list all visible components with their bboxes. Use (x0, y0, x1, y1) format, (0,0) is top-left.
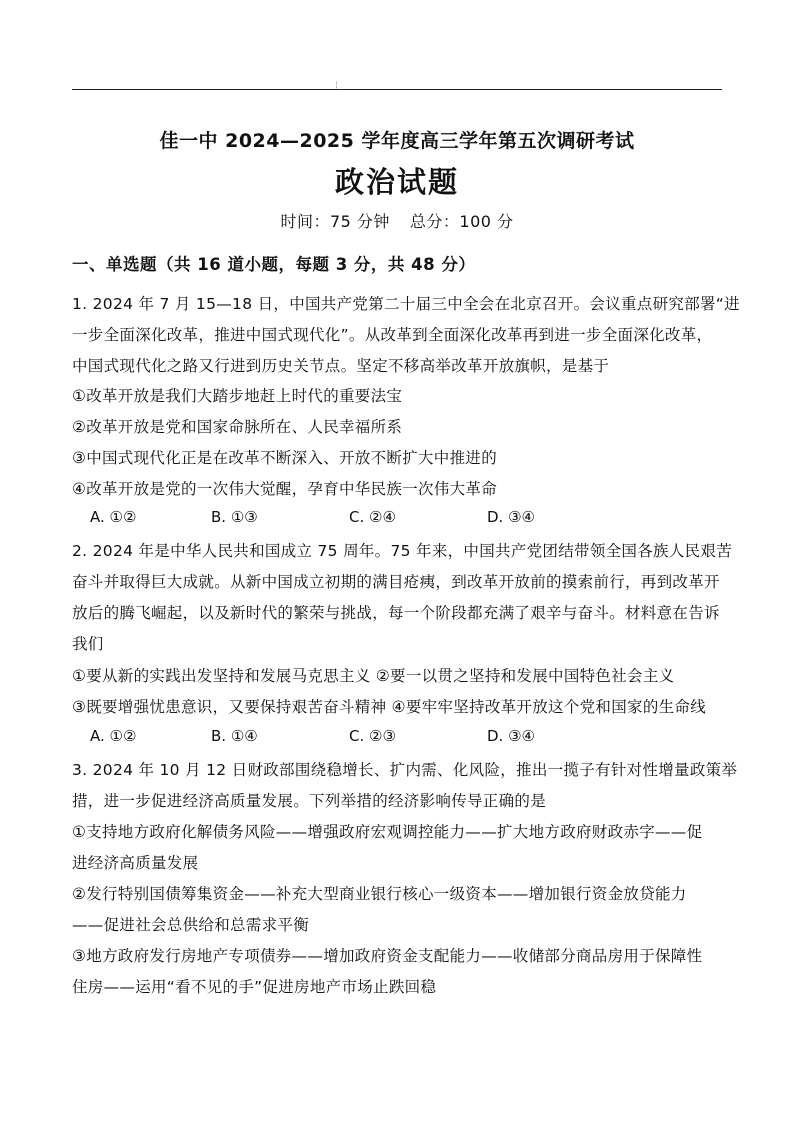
option-d: D. ③④ (487, 508, 535, 526)
question-3-statement-3-line-1: ③地方政府发行房地产专项债券——增加政府资金支配能力——收储部分商品房用于保障性 (72, 947, 703, 965)
question-2-statements-3-4: ③既要增强忧患意识，又要保持艰苦奋斗精神 ④要牢牢坚持改革开放这个党和国家的生命线 (72, 698, 707, 716)
option-b: B. ①③ (211, 508, 258, 526)
question-3-statement-1-line-1: ①支持地方政府化解债务风险——增强政府宏观调控能力——扩大地方政府财政赤字——促 (72, 823, 703, 841)
question-1-line-1: 1. 2024 年 7 月 15—18 日，中国共产党第二十届三中全会在北京召开。会议重点研究部署“进 (72, 295, 740, 313)
question-3-statement-1-line-2: 进经济高质量发展 (72, 854, 199, 872)
option-a: A. ①② (90, 508, 137, 526)
question-1-line-3: 中国式现代化之路又行进到历史关节点。坚定不移高举改革开放旗帜，是基于 (72, 357, 610, 375)
question-1-statement-4: ④改革开放是党的一次伟大觉醒，孕育中华民族一次伟大革命 (72, 480, 497, 498)
exam-info (0, 209, 794, 232)
question-3-statement-2-line-2: ——促进社会总供给和总需求平衡 (72, 916, 310, 934)
exam-total-score: 总分：100 分 (409, 212, 514, 231)
option-c: C. ②③ (349, 727, 396, 745)
subject-title: 政治试题 (334, 165, 459, 199)
exam-time: 时间：75 分钟 (280, 212, 390, 231)
question-2-line-1: 2. 2024 年是中华人民共和国成立 75 周年。75 年来，中国共产党团结带领全国各族人民艰苦 (72, 542, 733, 560)
question-1-statement-2: ②改革开放是党和国家命脉所在、人民幸福所系 (72, 418, 403, 436)
option-b: B. ①④ (211, 727, 258, 745)
section-heading: 一、单选题（共 16 道小题，每题 3 分，共 48 分） (72, 255, 476, 274)
question-1-statement-3: ③中国式现代化正是在改革不断深入、开放不断扩大中推进的 (72, 449, 497, 467)
question-2-line-3: 放后的腾飞崛起，以及新时代的繁荣与挑战，每一个阶段都充满了艰辛与奋斗。材料意在告诉 (72, 604, 720, 622)
option-d: D. ③④ (487, 727, 535, 745)
question-3-line-1: 3. 2024 年 10 月 12 日财政部围绕稳增长、扩内需、化风险，推出一揽子有针对性增量政策举 (72, 761, 738, 779)
option-a: A. ①② (90, 727, 137, 745)
question-2-line-2: 奋斗并取得巨大成就。从新中国成立初期的满目疮痍，到改革开放前的摸索前行，再到改革开 (72, 573, 720, 591)
question-3-statement-2-line-1: ②发行特别国债筹集资金——补充大型商业银行核心一级资本——增加银行资金放贷能力 (72, 885, 687, 903)
question-3-line-2: 措，进一步促进经济高质量发展。下列举措的经济影响传导正确的是 (72, 792, 547, 810)
header-rule (72, 89, 722, 90)
question-1-line-2: 一步全面深化改革，推进中国式现代化”。从改革到全面深化改革再到进一步全面深化改革， (72, 326, 713, 344)
exam-title: 佳一中 2024—2025 学年度高三学年第五次调研考试 (159, 130, 635, 152)
option-c: C. ②④ (349, 508, 396, 526)
header-mark: ¦ (335, 80, 338, 89)
question-3-statement-3-line-2: 住房——运用“看不见的手”促进房地产市场止跌回稳 (72, 978, 437, 996)
question-2-line-4: 我们 (72, 635, 104, 653)
question-1-statement-1: ①改革开放是我们大踏步地赶上时代的重要法宝 (72, 387, 403, 405)
question-2-statements-1-2: ①要从新的实践出发坚持和发展马克思主义 ②要一以贯之坚持和发展中国特色社会主义 (72, 667, 675, 685)
